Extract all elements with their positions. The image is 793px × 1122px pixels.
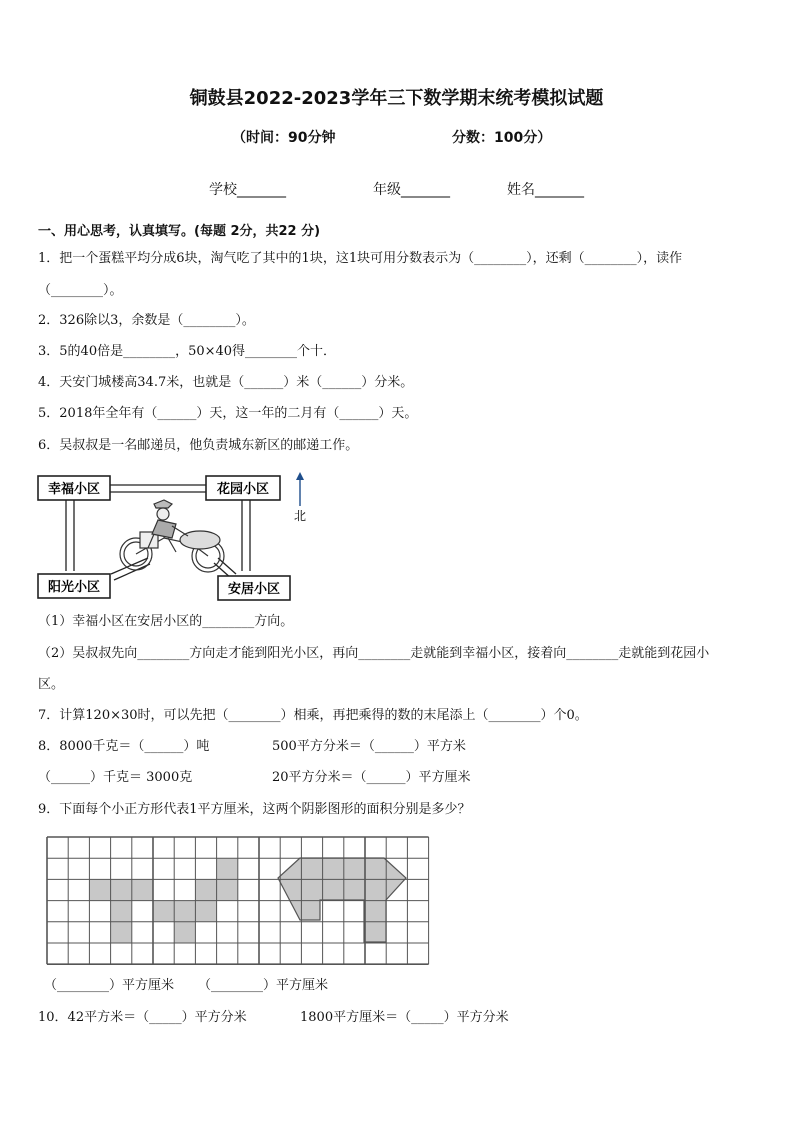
name-field[interactable]: 姓名_______: [507, 182, 584, 198]
shaded-cell: [89, 879, 110, 900]
question-3: 3．5的40倍是________，50×40得________个十．: [38, 344, 337, 359]
question-8c: （______）千克＝ 3000克: [38, 770, 193, 785]
question-5: 5．2018年全年有（______）天，这一年的二月有（______）天。: [38, 406, 418, 421]
north-label: 北: [293, 509, 307, 523]
question-2: 2．326除以3，余数是（________）。: [38, 313, 255, 328]
map-label-xingfu: 幸福小区: [47, 482, 101, 497]
shaded-cell: [111, 901, 132, 922]
shaded-cell: [111, 879, 132, 900]
shaded-cell: [217, 879, 238, 900]
shaded-cell: [111, 922, 132, 943]
neighborhood-map: [36, 466, 326, 604]
question-9-answer-b: （________）平方厘米: [198, 978, 329, 993]
exam-score: 分数：100分）: [452, 130, 552, 146]
question-6: 6．吴叔叔是一名邮递员，他负责城东新区的邮递工作。: [38, 438, 359, 453]
question-6-sub1: （1）幸福小区在安居小区的________方向。: [38, 614, 294, 629]
shaded-cell: [195, 901, 216, 922]
exam-time: （时间：90分钟: [232, 130, 336, 146]
map-label-yangguang: 阳光小区: [47, 580, 101, 595]
shaded-cell: [174, 922, 195, 943]
question-6-sub2-line1: （2）吴叔叔先向________方向走才能到阳光小区，再向________走就能到幸福小区，接着向________走就能到花园小: [38, 646, 710, 661]
question-8a: 8．8000千克＝（______）吨: [38, 739, 210, 754]
question-1-line1: 1．把一个蛋糕平均分成6块，淘气吃了其中的1块，这1块可用分数表示为（________），还剩（________），读作: [38, 251, 683, 266]
shape-right-hexagon: [278, 858, 406, 942]
map-label-anju: 安居小区: [227, 582, 281, 597]
question-9-answer-a: （________）平方厘米: [44, 978, 175, 993]
question-7: 7．计算120×30时，可以先把（________）相乘，再把乘得的数的末尾添上（________）个0。: [38, 708, 588, 723]
question-8d: 20平方分米＝（______）平方厘米: [272, 770, 471, 785]
question-8b: 500平方分米＝（______）平方米: [272, 739, 466, 754]
question-4: 4．天安门城楼高34.7米，也就是（______）米（______）分米。: [38, 375, 414, 390]
shaded-cell: [217, 858, 238, 879]
question-10b: 1800平方厘米＝（_____）平方分米: [300, 1010, 509, 1025]
area-grid: [46, 836, 430, 966]
school-field[interactable]: 学校_______: [209, 182, 286, 198]
section-heading: 一、用心思考，认真填写。(每题 2分，共22 分): [38, 224, 321, 239]
shaded-cell: [132, 879, 153, 900]
question-1-line2: （________）。: [38, 283, 123, 298]
shaded-cell: [174, 901, 195, 922]
shaded-cell: [153, 901, 174, 922]
map-label-huayuan: 花园小区: [216, 482, 270, 497]
grade-field[interactable]: 年级_______: [373, 182, 450, 198]
shaded-cell: [195, 879, 216, 900]
question-9: 9．下面每个小正方形代表1平方厘米，这两个阴影图形的面积分别是多少？: [38, 802, 471, 817]
question-10a: 10．42平方米＝（_____）平方分米: [38, 1010, 247, 1025]
page-title: 铜鼓县2022-2023学年三下数学期末统考模拟试题: [189, 88, 604, 109]
mail-carrier-illustration: [120, 500, 224, 572]
question-6-sub2-line2: 区。: [38, 677, 65, 692]
